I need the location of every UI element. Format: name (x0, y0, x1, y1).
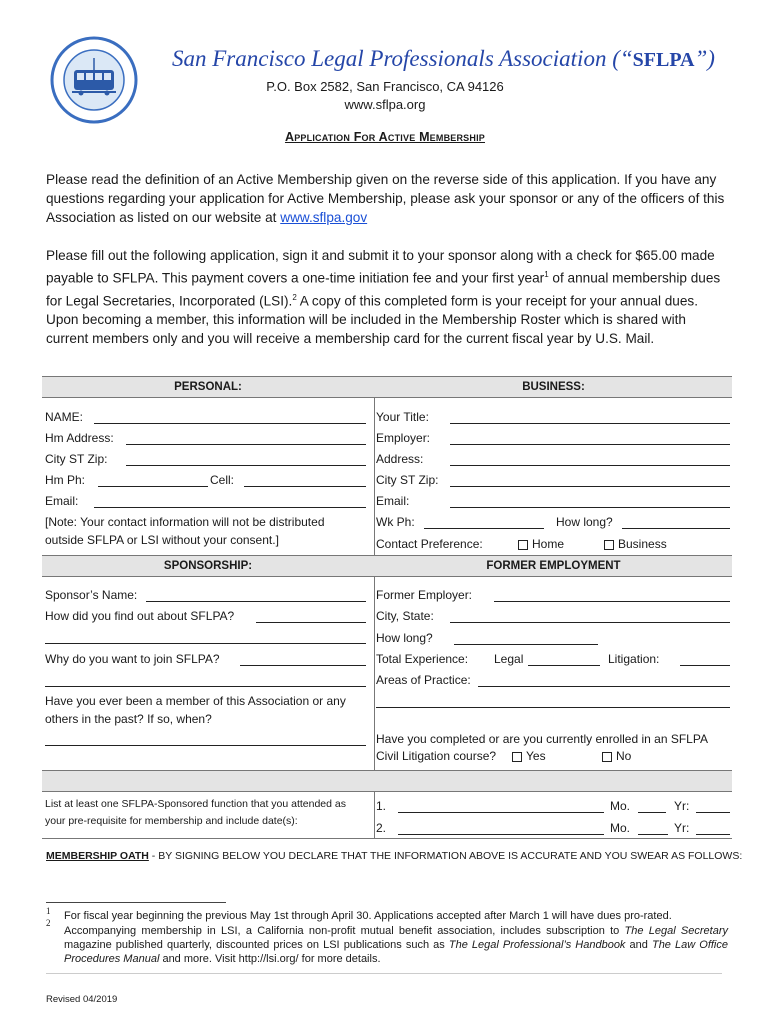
how-long-label: How long? (556, 515, 613, 529)
organization-name: San Francisco Legal Professionals Association (“SFLPA”) (172, 46, 715, 71)
home-checkbox[interactable] (518, 540, 528, 550)
membership-oath: MEMBERSHIP OATH - BY SIGNING BELOW YOU DECLARE THAT THE INFORMATION ABOVE IS ACCURATE AND YOU SWEAR AS FOLLOWS: (46, 850, 743, 862)
privacy-note-line-1: [Note: Your contact information will not be distributed (45, 515, 325, 529)
business-email-label: Email: (376, 494, 410, 508)
business-city-field[interactable] (450, 486, 730, 487)
personal-business-header (42, 376, 732, 398)
website: www.sflpa.org (344, 97, 426, 112)
business-email-field[interactable] (450, 507, 730, 508)
your-title-field[interactable] (450, 423, 730, 424)
email-label: Email: (45, 494, 79, 508)
member-before-field[interactable] (45, 745, 366, 746)
former-employment-header: FORMER EMPLOYMENT (486, 560, 621, 572)
litigation-experience-field[interactable] (680, 665, 730, 666)
city-state-field[interactable] (450, 622, 730, 623)
function-2-mo-label: Mo. (610, 821, 631, 835)
areas-of-practice-label: Areas of Practice: (376, 673, 471, 687)
function-2-yr-label: Yr: (674, 821, 690, 835)
your-title-label: Your Title: (376, 410, 429, 424)
privacy-note-line-2: outside SFLPA or LSI without your consent.] (45, 533, 279, 547)
course-no-option[interactable]: No (602, 749, 631, 763)
function-1-field[interactable] (398, 812, 604, 813)
sponsor-name-field[interactable] (146, 601, 366, 602)
footnote-2-number: 2 (46, 918, 51, 928)
how-found-field-2[interactable] (45, 643, 366, 644)
yes-checkbox[interactable] (512, 752, 522, 762)
business-option[interactable]: Business (604, 537, 667, 551)
function-1-mo-label: Mo. (610, 799, 631, 813)
legal-experience-field[interactable] (528, 665, 600, 666)
hm-ph-field[interactable] (98, 486, 208, 487)
former-how-long-field[interactable] (454, 644, 598, 645)
why-join-field-2[interactable] (45, 686, 366, 687)
course-yes-option[interactable]: Yes (512, 749, 546, 763)
intro-paragraph-2: Please fill out the following application, sign it and submit it to your sponsor along with a check for $65.00 made payable to SFLPA. This payment covers a one-time initiation fee and your first year$^1$ of annual membership dues for Legal Secretaries, Incorporated (LSI).$^2$ A copy of this completed form is your receipt for your annual dues. Upon becoming a member, this information will be included in the Membership Roster which is shared with current members only and you will receive a membership card for the current fiscal year by U.S. Mail. (46, 248, 721, 347)
footnote-1: For fiscal year beginning the previous May 1st through April 30. Applications accepted after March 1 will have dues pro-rated. (64, 910, 672, 922)
function-1-number: 1. (376, 799, 387, 813)
wk-ph-field[interactable] (424, 528, 544, 529)
former-employer-label: Former Employer: (376, 588, 473, 602)
employer-label: Employer: (376, 431, 431, 445)
sponsorship-header: SPONSORSHIP: (163, 560, 253, 572)
name-field[interactable] (94, 423, 366, 424)
function-1-yr-field[interactable] (696, 812, 730, 813)
function-2-number: 2. (376, 821, 387, 835)
home-option[interactable]: Home (518, 537, 564, 551)
business-address-label: Address: (376, 452, 424, 466)
why-join-label: Why do you want to join SFLPA? (45, 652, 220, 666)
litigation-label: Litigation: (608, 652, 660, 666)
wk-ph-label: Wk Ph: (376, 515, 415, 529)
function-2-yr-field[interactable] (696, 834, 730, 835)
legal-label: Legal (494, 652, 524, 666)
hm-address-label: Hm Address: (45, 431, 114, 445)
cell-field[interactable] (244, 486, 366, 487)
function-1-mo-field[interactable] (638, 812, 666, 813)
name-label: NAME: (45, 410, 84, 424)
course-question-line-1: Have you completed or are you currently enrolled in an SFLPA (376, 732, 708, 746)
functions-label-line-2: your pre-requisite for membership and include date(s): (45, 815, 298, 827)
email-field[interactable] (94, 507, 366, 508)
sponsorship-header-band (42, 555, 732, 577)
city-st-zip-label: City ST Zip: (45, 452, 108, 466)
hm-ph-label: Hm Ph: (45, 473, 86, 487)
personal-header: PERSONAL: (174, 381, 242, 393)
how-long-field[interactable] (622, 528, 730, 529)
member-before-line-2: others in the past? If so, when? (45, 712, 212, 726)
function-2-mo-field[interactable] (638, 834, 668, 835)
areas-of-practice-field[interactable] (478, 686, 730, 687)
business-checkbox[interactable] (604, 540, 614, 550)
footnote-2: Accompanying membership in LSI, a California non-profit mutual benefit association, includes subscription to The Legal Secretary magazine published quarterly, discounted prices on LSI publications such as The Legal Professional’s Handbook and The Law Office Procedures Manual and more. Visit http://lsi.org/ for more details. (64, 925, 728, 965)
footnote-divider (46, 902, 226, 903)
city-st-zip-field[interactable] (126, 465, 366, 466)
total-experience-label: Total Experience: (376, 652, 469, 666)
contact-preference-label: Contact Preference: (376, 537, 483, 551)
cell-label: Cell: (210, 473, 235, 487)
intro-paragraph-1: Please read the definition of an Active Membership given on the reverse side of this application. If you have any questions regarding your application for Active Membership, please ask your sponsor or any of the officers of this Association as listed on our website at www.sflpa.gov (46, 172, 725, 225)
mailing-address: P.O. Box 2582, San Francisco, CA 94126 (266, 79, 504, 94)
sponsor-name-label: Sponsor’s Name: (45, 588, 138, 602)
revision-date: Revised 04/2019 (46, 994, 118, 1005)
how-found-field[interactable] (256, 622, 366, 623)
areas-of-practice-field-2[interactable] (376, 707, 730, 708)
why-join-field[interactable] (240, 665, 366, 666)
application-form (42, 376, 732, 839)
business-header: BUSINESS: (522, 381, 585, 393)
how-found-label: How did you find out about SFLPA? (45, 609, 235, 623)
business-address-field[interactable] (450, 465, 730, 466)
course-question-line-2: Civil Litigation course? (376, 749, 497, 763)
former-how-long-label: How long? (376, 631, 433, 645)
employer-field[interactable] (450, 444, 730, 445)
sflpa-website-link[interactable]: www.sflpa.gov (280, 210, 368, 225)
footnote-1-number: 1 (46, 906, 51, 916)
city-state-label: City, State: (376, 609, 434, 623)
no-checkbox[interactable] (602, 752, 612, 762)
separator-band (42, 770, 732, 792)
member-before-line-1: Have you ever been a member of this Association or any (45, 694, 346, 708)
business-city-label: City ST Zip: (376, 473, 439, 487)
former-employer-field[interactable] (494, 601, 730, 602)
function-1-yr-label: Yr: (674, 799, 690, 813)
function-2-field[interactable] (398, 834, 604, 835)
page-footer-divider (46, 973, 722, 974)
functions-label-line-1: List at least one SFLPA-Sponsored function that you attended as (45, 798, 346, 810)
hm-address-field[interactable] (126, 444, 366, 445)
page-title: Application For Active Membership (284, 130, 485, 144)
